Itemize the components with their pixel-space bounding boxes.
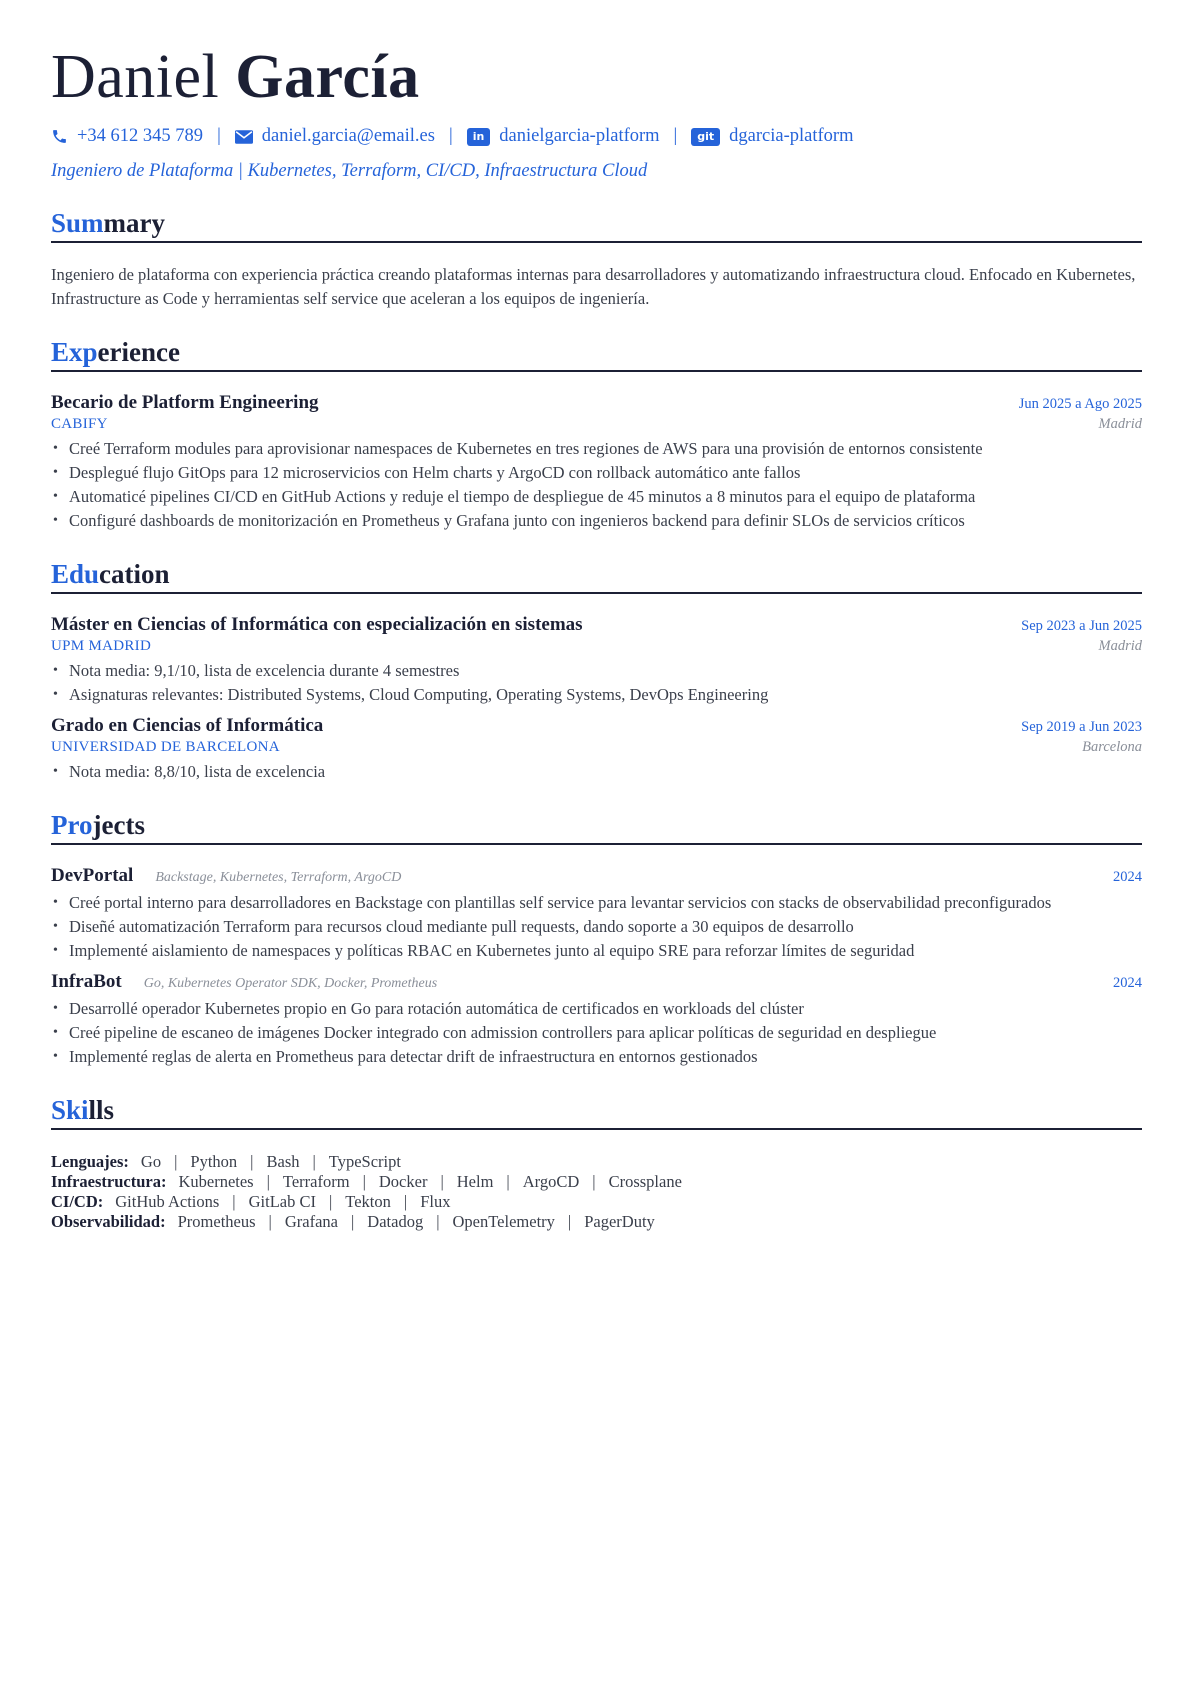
- bullet-list: [51, 659, 1142, 707]
- project-entry: [51, 865, 1142, 963]
- list-item: • Configuré dashboards de monitorización en Prometheus y Grafana junto con ingenieros backend para definir SLOs de servicios críticos: [51, 509, 1142, 533]
- contact-github[interactable]: [691, 126, 853, 147]
- skill-separator: |: [350, 1212, 355, 1232]
- skill-item: TypeScript: [328, 1152, 401, 1172]
- section-title-rest: cation: [99, 559, 170, 590]
- entry-title: Grado en Ciencias of Informática: [51, 715, 324, 737]
- skill-item: Datadog: [367, 1212, 424, 1232]
- skill-category-label: CI/CD:: [51, 1192, 104, 1212]
- skill-row: [51, 1152, 1142, 1172]
- skill-item: Flux: [420, 1192, 451, 1212]
- contact-phone[interactable]: [51, 126, 203, 147]
- section-title-skills: [51, 1095, 1142, 1130]
- full-name: [51, 43, 1142, 111]
- education-entry: [51, 715, 1142, 784]
- linkedin-text: danielgarcia-platform: [499, 126, 660, 146]
- skill-separator: |: [362, 1172, 366, 1192]
- phone-text: +34 612 345 789: [77, 126, 204, 146]
- skill-item: Bash: [266, 1152, 300, 1172]
- list-item: • Implementé aislamiento de namespaces y políticas RBAC en Kubernetes junto al equipo SRE para reforzar límites de seguridad: [51, 939, 1142, 963]
- project-tech-stack: Backstage, Kubernetes, Terraform, ArgoCD: [155, 870, 402, 886]
- skill-item: PagerDuty: [584, 1212, 655, 1232]
- skill-separator: |: [268, 1212, 272, 1232]
- section-title-education: [51, 559, 1142, 594]
- project-tech-stack: Go, Kubernetes Operator SDK, Docker, Prometheus: [143, 976, 438, 992]
- skill-item: Terraform: [282, 1172, 350, 1192]
- project-entry: [51, 971, 1142, 1069]
- list-item: • Diseñé automatización Terraform para recursos cloud mediante pull requests, dando soporte a 30 equipos de desarrollo: [51, 915, 1142, 939]
- skill-category-label: Lenguajes:: [51, 1152, 129, 1172]
- skill-row: [51, 1172, 1142, 1192]
- skill-separator: |: [592, 1172, 596, 1192]
- skill-item: Docker: [378, 1172, 428, 1192]
- skill-item: Crossplane: [608, 1172, 682, 1192]
- skill-separator: |: [232, 1192, 236, 1212]
- contact-separator: |: [217, 126, 221, 146]
- entry-location: Barcelona: [1082, 739, 1142, 756]
- section-title-projects: [51, 810, 1142, 845]
- skills-list: [51, 1152, 1142, 1232]
- skill-item: GitLab CI: [248, 1192, 316, 1212]
- github-text: dgarcia-platform: [729, 126, 854, 146]
- entry-organization: UPM MADRID: [51, 638, 152, 655]
- skill-category-label: Infraestructura:: [51, 1172, 167, 1192]
- list-item: • Implementé reglas de alerta en Prometheus para detectar drift de infraestructura en entornos gestionados: [51, 1045, 1142, 1069]
- list-item: • Desarrollé operador Kubernetes propio en Go para rotación automática de certificados en workloads del clúster: [51, 997, 1142, 1021]
- contact-separator: |: [673, 126, 678, 146]
- skill-separator: |: [436, 1212, 440, 1232]
- section-title-accent: Edu: [51, 559, 100, 590]
- last-name: García: [235, 43, 420, 111]
- git-icon: git: [691, 128, 720, 146]
- skill-item: ArgoCD: [522, 1172, 580, 1192]
- skill-separator: |: [250, 1152, 254, 1172]
- entry-location: Madrid: [1098, 638, 1142, 655]
- skill-separator: |: [567, 1212, 572, 1232]
- skill-item: Python: [190, 1152, 238, 1172]
- skill-separator: |: [266, 1172, 270, 1192]
- section-title-summary: [51, 208, 1142, 243]
- entry-date: 2024: [1113, 869, 1142, 886]
- entry-date: Sep 2019 a Jun 2023: [1021, 719, 1142, 736]
- section-title-experience: [51, 337, 1142, 372]
- section-title-rest: mary: [103, 208, 166, 238]
- entry-organization: CABIFY: [51, 416, 108, 433]
- entry-date: Jun 2025 a Ago 2025: [1018, 396, 1142, 413]
- list-item: • Creé Terraform modules para aprovisionar namespaces de Kubernetes en tres regiones de AWS para una provisión de entornos consistente: [51, 437, 1142, 461]
- first-name: Daniel: [51, 43, 220, 111]
- list-item: • Automaticé pipelines CI/CD en GitHub Actions y reduje el tiempo de despliegue de 45 minutos a 8 minutos para el equipo de plataforma: [51, 485, 1142, 509]
- section-title-accent: Pro: [51, 810, 93, 841]
- project-title: DevPortal: [51, 865, 134, 887]
- entry-title: Máster en Ciencias of Informática con especialización en sistemas: [51, 614, 583, 636]
- skill-item: Prometheus: [177, 1212, 256, 1232]
- summary-text: Ingeniero de plataforma con experiencia práctica creando plataformas internas para desarrolladores y automatizando infraestructura cloud. Enfocado en Kubernetes, Infrastructure as Code y herramientas self service que aceleran a los equipos de ingeniería.: [51, 265, 1136, 309]
- skill-row: [51, 1192, 1142, 1212]
- skill-item: Grafana: [284, 1212, 338, 1232]
- project-title: InfraBot: [51, 971, 122, 993]
- skill-item: GitHub Actions: [115, 1192, 220, 1212]
- bullet-list: [51, 760, 1142, 784]
- entry-date: Sep 2023 a Jun 2025: [1021, 618, 1142, 635]
- section-title-rest: erience: [97, 337, 180, 368]
- bullet-list: [51, 891, 1142, 963]
- skill-item: Tekton: [345, 1192, 391, 1212]
- list-item: • Nota media: 8,8/10, lista de excelencia: [51, 760, 1142, 784]
- skill-item: Kubernetes: [178, 1172, 254, 1192]
- skill-category-label: Observabilidad:: [51, 1212, 166, 1232]
- email-text: daniel.garcia@email.es: [261, 126, 435, 146]
- skill-row: [51, 1212, 1142, 1232]
- section-title-rest: lls: [88, 1095, 115, 1126]
- skill-separator: |: [174, 1152, 178, 1172]
- skill-separator: |: [403, 1192, 408, 1212]
- entry-organization: UNIVERSIDAD DE BARCELONA: [51, 739, 280, 756]
- education-entry: [51, 614, 1142, 707]
- envelope-icon: [235, 130, 253, 144]
- list-item: • Desplegué flujo GitOps para 12 microservicios con Helm charts y ArgoCD con rollback automático ante fallos: [51, 461, 1142, 485]
- bullet-list: [51, 997, 1142, 1069]
- list-item: • Nota media: 9,1/10, lista de excelencia durante 4 semestres: [51, 659, 1142, 683]
- linkedin-icon: in: [467, 128, 491, 146]
- bullet-list: [51, 437, 1142, 533]
- contact-separator: |: [448, 126, 453, 146]
- skill-separator: |: [506, 1172, 510, 1192]
- section-title-rest: jects: [92, 810, 145, 841]
- experience-entry: [51, 392, 1142, 533]
- skill-item: Helm: [456, 1172, 494, 1192]
- contact-email[interactable]: [235, 126, 435, 147]
- entry-location: Madrid: [1098, 416, 1142, 433]
- contact-linkedin[interactable]: [467, 126, 660, 147]
- tagline: Ingeniero de Plataforma | Kubernetes, Terraform, CI/CD, Infraestructura Cloud: [51, 161, 648, 181]
- list-item: • Creé pipeline de escaneo de imágenes Docker integrado con admission controllers para aplicar políticas de seguridad en despliegue: [51, 1021, 1142, 1045]
- skill-item: OpenTelemetry: [452, 1212, 555, 1232]
- section-title-accent: Ski: [51, 1095, 89, 1126]
- skill-separator: |: [440, 1172, 444, 1192]
- phone-icon: [51, 128, 68, 145]
- contact-bar: [51, 126, 1142, 147]
- section-title-accent: Sum: [51, 208, 104, 238]
- skill-item: Go: [140, 1152, 162, 1172]
- section-title-accent: Exp: [51, 337, 98, 368]
- skill-separator: |: [312, 1152, 316, 1172]
- list-item: • Asignaturas relevantes: Distributed Systems, Cloud Computing, Operating Systems, DevOps Engineering: [51, 683, 1142, 707]
- entry-date: 2024: [1113, 975, 1142, 992]
- entry-title: Becario de Platform Engineering: [51, 392, 319, 414]
- list-item: • Creé portal interno para desarrolladores en Backstage con plantillas self service para levantar servicios con stacks de observabilidad preconfigurados: [51, 891, 1142, 915]
- skill-separator: |: [328, 1192, 333, 1212]
